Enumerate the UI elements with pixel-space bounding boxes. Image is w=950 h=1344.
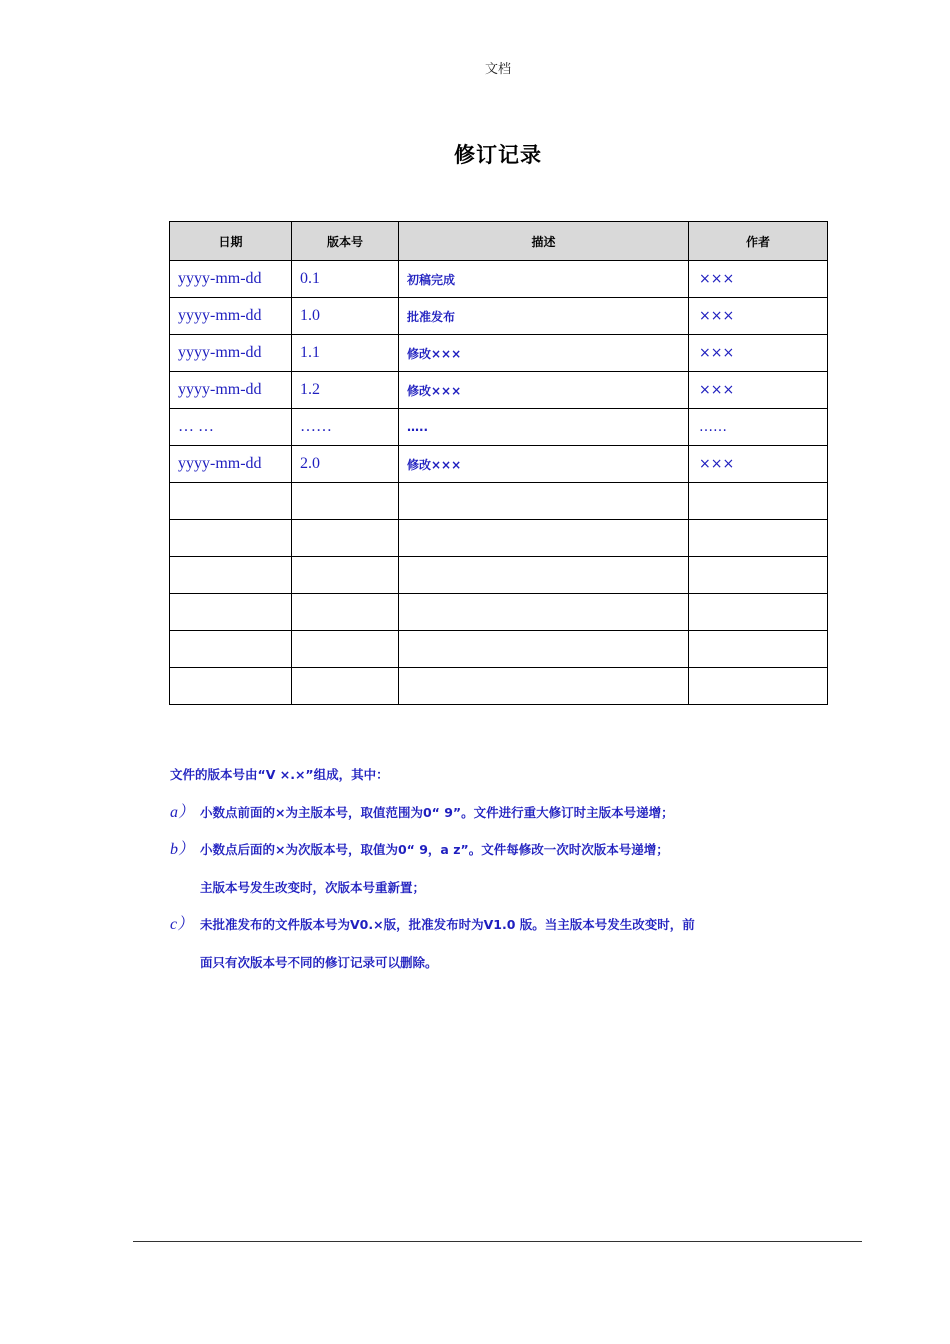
cell-version xyxy=(292,483,399,520)
cell-version: 1.1 xyxy=(292,335,399,372)
note-text: 未批准发布的文件版本号为V0.×版，批准发布时为V1.0 版。当主版本号发生改变时，前 xyxy=(200,917,695,932)
cell-author: ××× xyxy=(689,335,828,372)
cell-description xyxy=(399,668,689,705)
table-row xyxy=(170,298,828,335)
column-header-author: 作者 xyxy=(689,222,828,261)
cell-author xyxy=(689,594,828,631)
cell-date xyxy=(170,520,292,557)
table-row xyxy=(170,335,828,372)
footer-divider xyxy=(133,1241,862,1242)
cell-description: 修改××× xyxy=(399,446,689,483)
cell-author xyxy=(689,483,828,520)
note-marker-c: c） xyxy=(170,916,194,933)
note-text: 小数点前面的×为主版本号，取值范围为0“ 9”。文件进行重大修订时主版本号递增； xyxy=(200,804,674,820)
cell-version: 1.2 xyxy=(292,372,399,409)
cell-author xyxy=(689,668,828,705)
table-row xyxy=(170,409,828,446)
note-marker-b: b） xyxy=(170,841,195,858)
cell-version xyxy=(292,668,399,705)
table-row-empty xyxy=(170,483,828,520)
note-item-c-continuation: 面只有次版本号不同的修订记录可以删除。 xyxy=(200,954,438,970)
revision-table xyxy=(169,221,828,705)
cell-version xyxy=(292,631,399,668)
cell-date: yyyy-mm-dd xyxy=(170,446,292,483)
table-row xyxy=(170,261,828,298)
cell-date xyxy=(170,631,292,668)
cell-description xyxy=(399,594,689,631)
cell-date xyxy=(170,483,292,520)
cell-description: 修改××× xyxy=(399,372,689,409)
cell-author: ××× xyxy=(689,446,828,483)
notes-intro: 文件的版本号由“V ×.×”组成，其中： xyxy=(170,767,389,782)
cell-description: ….. xyxy=(399,409,689,446)
cell-date xyxy=(170,668,292,705)
revision-table-head xyxy=(170,222,828,261)
cell-description: 批准发布 xyxy=(399,298,689,335)
table-row-empty xyxy=(170,668,828,705)
document-title: 修订记录 xyxy=(454,143,542,167)
cell-author xyxy=(689,520,828,557)
header-row xyxy=(170,222,828,261)
cell-author xyxy=(689,557,828,594)
cell-version: 2.0 xyxy=(292,446,399,483)
cell-date: yyyy-mm-dd xyxy=(170,372,292,409)
cell-description: 修改××× xyxy=(399,335,689,372)
cell-author: ××× xyxy=(689,261,828,298)
table-row-empty xyxy=(170,520,828,557)
column-header-date: 日期 xyxy=(170,222,292,261)
cell-date xyxy=(170,594,292,631)
cell-description xyxy=(399,557,689,594)
page-header-label: 文档 xyxy=(484,62,511,77)
table-row-empty xyxy=(170,631,828,668)
cell-date: … … xyxy=(170,409,292,446)
note-item-c xyxy=(170,912,880,950)
cell-description: 初稿完成 xyxy=(399,261,689,298)
cell-version: 0.1 xyxy=(292,261,399,298)
note-text: 小数点后面的×为次版本号，取值为0“ 9，a z”。文件每修改一次时次版本号递增； xyxy=(200,842,669,857)
note-marker-a: a） xyxy=(170,803,195,821)
cell-date: yyyy-mm-dd xyxy=(170,298,292,335)
cell-version xyxy=(292,557,399,594)
note-item-b xyxy=(170,837,880,875)
cell-description xyxy=(399,631,689,668)
cell-version: 1.0 xyxy=(292,298,399,335)
cell-author xyxy=(689,631,828,668)
cell-version xyxy=(292,520,399,557)
table-row xyxy=(170,372,828,409)
note-item-a xyxy=(170,800,880,838)
column-header-description: 描述 xyxy=(399,222,689,261)
cell-author: …… xyxy=(689,409,828,446)
cell-date: yyyy-mm-dd xyxy=(170,335,292,372)
cell-version xyxy=(292,594,399,631)
table-row xyxy=(170,446,828,483)
revision-table-body xyxy=(170,261,828,705)
cell-date xyxy=(170,557,292,594)
table-row-empty xyxy=(170,594,828,631)
cell-version: …… xyxy=(292,409,399,446)
cell-description xyxy=(399,483,689,520)
note-item-b-continuation: 主版本号发生改变时，次版本号重新置； xyxy=(200,879,426,895)
cell-author: ××× xyxy=(689,372,828,409)
table-row-empty xyxy=(170,557,828,594)
cell-author: ××× xyxy=(689,298,828,335)
column-header-version: 版本号 xyxy=(292,222,399,261)
cell-date: yyyy-mm-dd xyxy=(170,261,292,298)
cell-description xyxy=(399,520,689,557)
version-notes xyxy=(170,762,880,987)
